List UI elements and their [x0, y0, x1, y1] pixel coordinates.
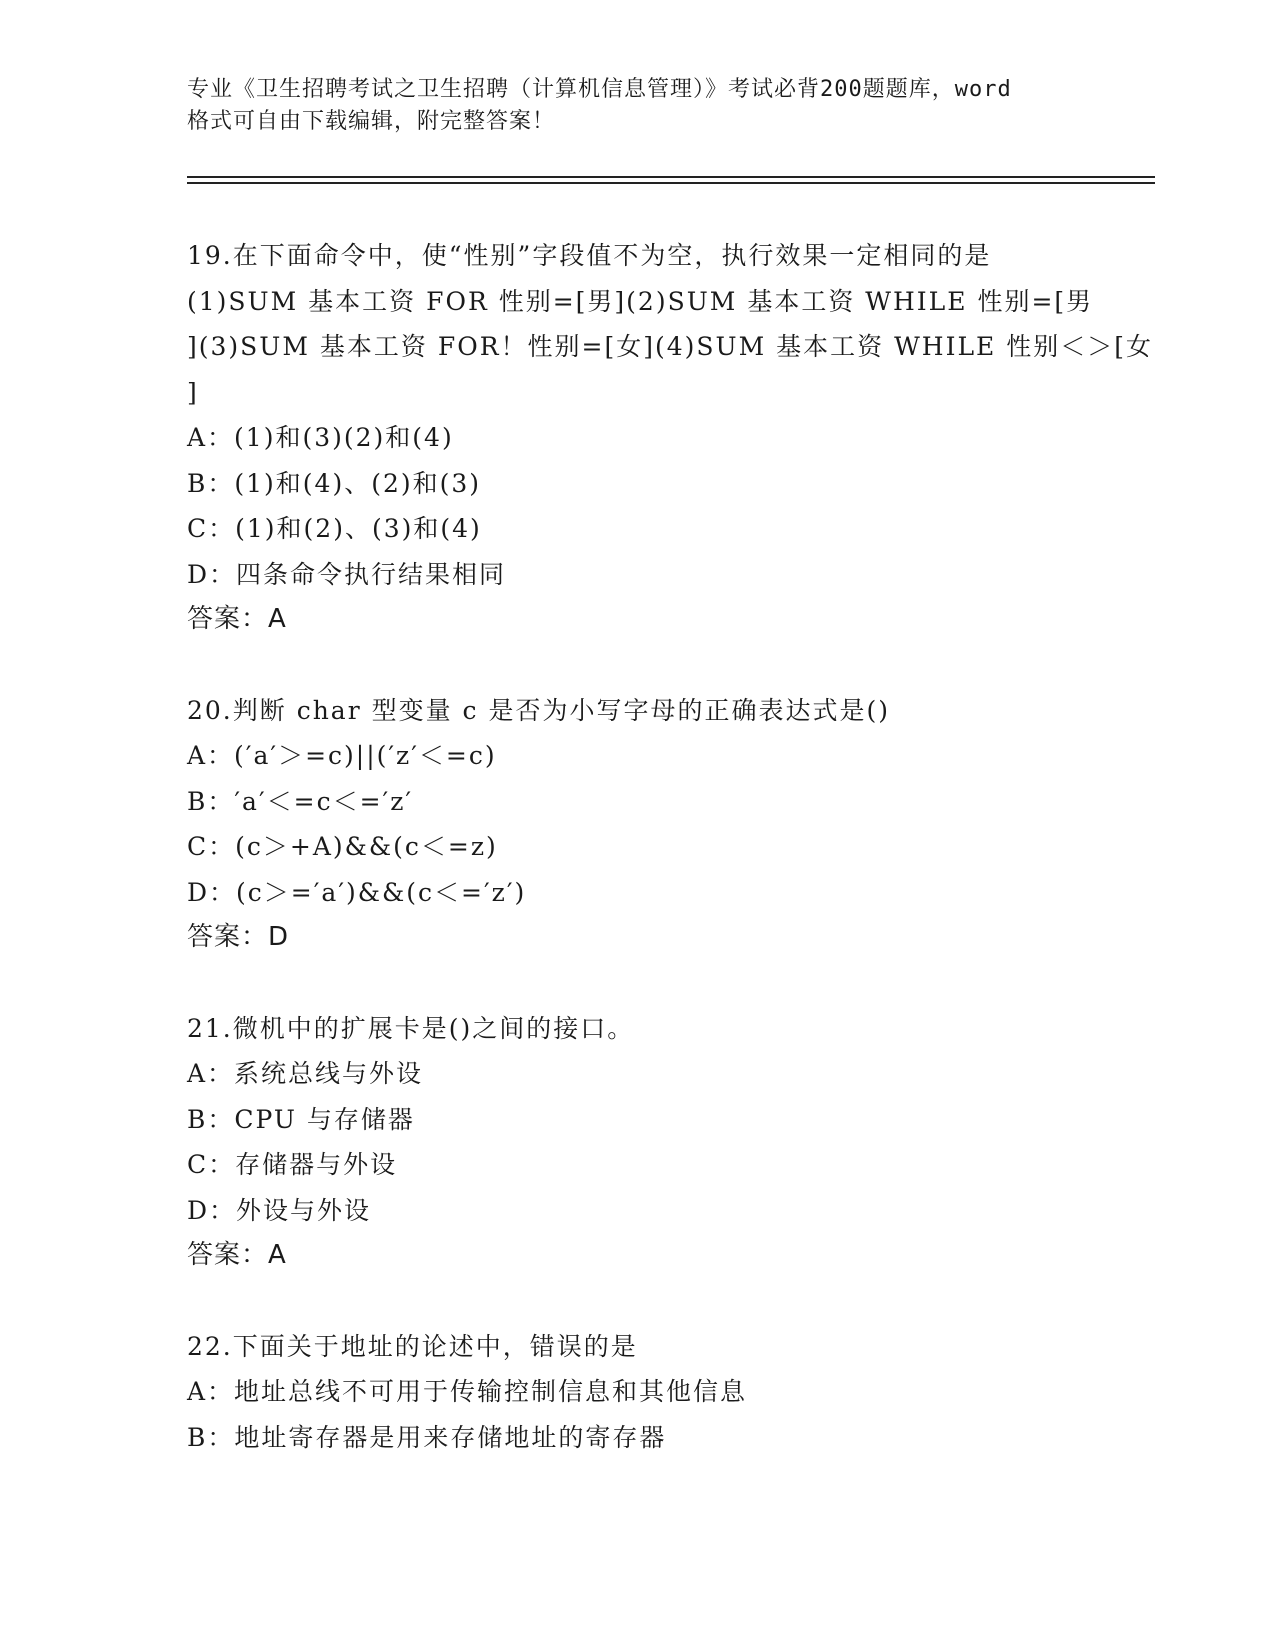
option-b: B：′a′＜=c＜=′z′ [187, 786, 414, 816]
header-divider-top [187, 176, 1155, 178]
question-stem-line: 19.在下面命令中，使“性别”字段值不为空，执行效果一定相同的是 [187, 241, 992, 270]
option-d: D：外设与外设 [187, 1195, 372, 1225]
option-d: D：(c＞=′a′)&&(c＜=′z′) [187, 877, 527, 907]
option-c: C：(1)和(2)、(3)和(4) [187, 514, 482, 543]
option-a: A：(1)和(3)(2)和(4) [187, 423, 454, 452]
option-d: D：四条命令执行结果相同 [187, 559, 507, 589]
question-stem-line: 20.判断 char 型变量 c 是否为小写字母的正确表达式是() [187, 695, 891, 725]
question-21 [187, 1006, 1087, 1279]
header-divider-bottom [187, 182, 1155, 184]
question-22 [187, 1324, 1087, 1461]
question-stem-line: 21.微机中的扩展卡是()之间的接口。 [187, 1013, 635, 1043]
question-19 [187, 233, 1153, 643]
option-c: C：(c＞+A)&&(c＜=z) [187, 832, 498, 861]
question-list [187, 233, 1153, 1460]
question-stem-line: ] [187, 377, 199, 407]
header-line-1: 专业《卫生招聘考试之卫生招聘（计算机信息管理）》考试必背200题题库，word [187, 77, 1012, 102]
header-line-2: 格式可自由下载编辑，附完整答案！ [187, 109, 556, 134]
question-stem-line: (1)SUM 基本工资 FOR 性别=[男](2)SUM 基本工资 WHILE 性别=[男 [187, 286, 1094, 316]
option-b: B：(1)和(4)、(2)和(3) [187, 468, 482, 498]
option-b: B：地址寄存器是用来存储地址的寄存器 [187, 1422, 667, 1452]
answer-label: 答案：A [187, 604, 287, 634]
question-stem-line: ](3)SUM 基本工资 FOR！性别=[女](4)SUM 基本工资 WHILE 性别＜＞[女 [187, 332, 1153, 361]
option-c: C：存储器与外设 [187, 1150, 398, 1179]
answer-label: 答案：D [187, 922, 290, 952]
option-a: A：(′a′＞=c)||(′z′＜=c) [187, 741, 497, 770]
question-20 [187, 688, 1087, 961]
option-a: A：系统总线与外设 [187, 1059, 424, 1088]
document-header [187, 74, 1087, 138]
option-a: A：地址总线不可用于传输控制信息和其他信息 [187, 1377, 748, 1406]
answer-label: 答案：A [187, 1240, 287, 1270]
option-b: B：CPU 与存储器 [187, 1104, 415, 1134]
question-stem-line: 22.下面关于地址的论述中，错误的是 [187, 1331, 638, 1361]
